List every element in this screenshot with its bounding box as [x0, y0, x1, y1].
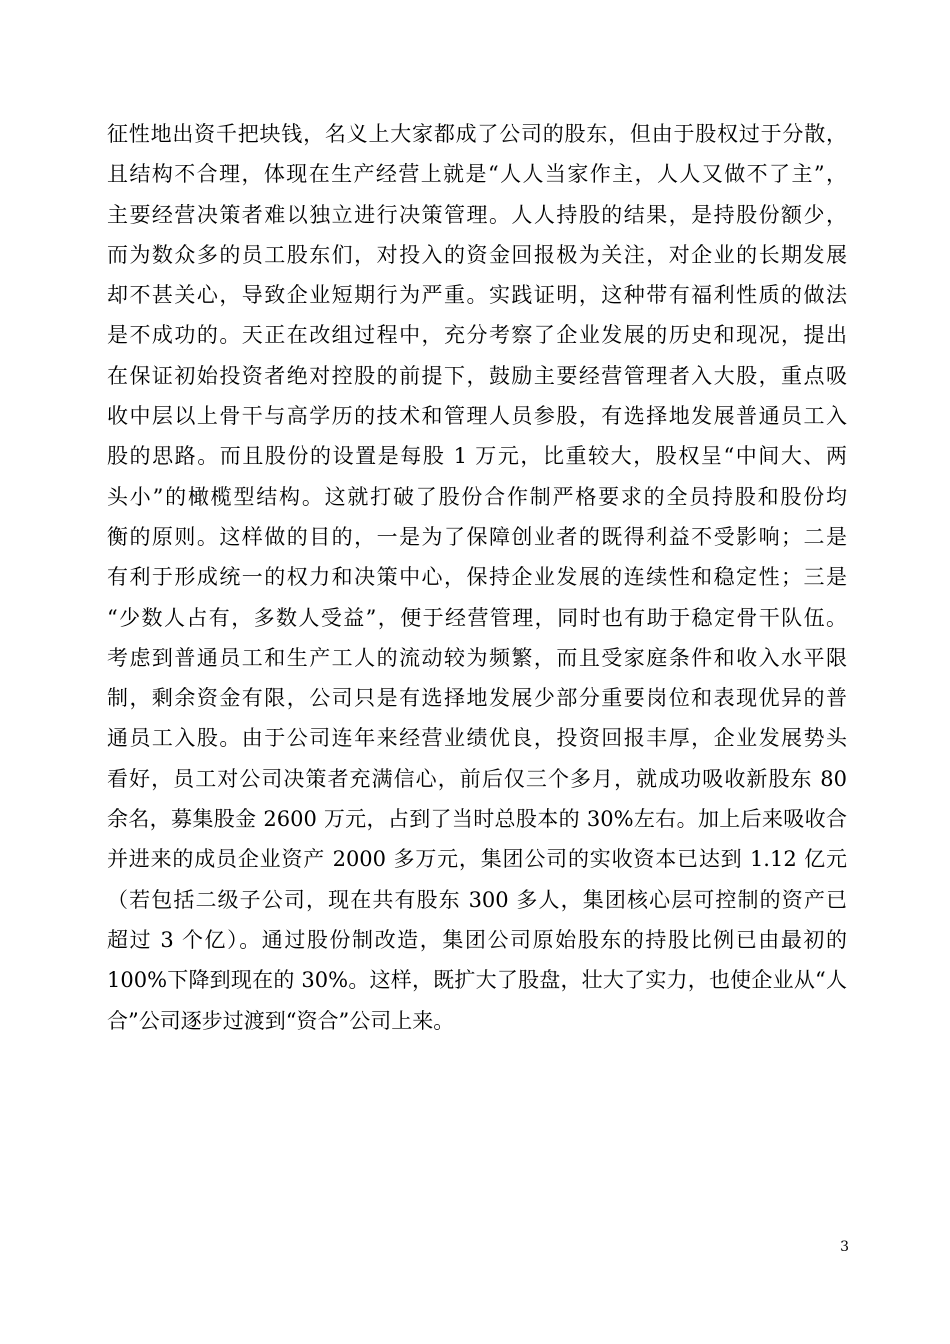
- text-line-last: 合”公司逐步过渡到“资合”公司上来。: [107, 1008, 455, 1033]
- text-line: 征性地出资千把块钱，名义上大家都成了公司的股东，但由于股权过于分散，: [107, 122, 847, 146]
- text-line: 且结构不合理，体现在生产经营上就是“人人当家作主，人人又做不了主”，: [107, 162, 847, 187]
- text-line: 衡的原则。这样做的目的，一是为了保障创业者的既得利益不受影响；二是: [107, 524, 847, 549]
- page-number: 3: [840, 1239, 849, 1255]
- text-line: （若包括二级子公司，现在共有股东 300 多人，集团核心层可控制的资产已: [107, 887, 847, 912]
- text-line: 是不成功的。天正在改组过程中，充分考察了企业发展的历史和现况，提出: [107, 323, 847, 348]
- text-line: 有利于形成统一的权力和决策中心，保持企业发展的连续性和稳定性；三是: [107, 565, 847, 590]
- text-line: 股的思路。而且股份的设置是每股 1 万元，比重较大，股权呈“中间大、两: [107, 444, 847, 469]
- text-line: “少数人占有，多数人受益”，便于经营管理，同时也有助于稳定骨干队伍。: [107, 605, 847, 630]
- text-line: 而为数众多的员工股东们，对投入的资金回报极为关注，对企业的长期发展: [107, 242, 847, 267]
- text-line: 收中层以上骨干与高学历的技术和管理人员参股，有选择地发展普通员工入: [107, 404, 847, 429]
- text-line: 并进来的成员企业资产 2000 多万元，集团公司的实收资本已达到 1.12 亿元: [107, 847, 847, 872]
- text-line: 看好，员工对公司决策者充满信心，前后仅三个多月，就成功吸收新股东 80: [107, 766, 847, 791]
- text-line: 通员工入股。由于公司连年来经营业绩优良，投资回报丰厚，企业发展势头: [107, 726, 847, 751]
- text-line: 却不甚关心，导致企业短期行为严重。实践证明，这种带有福利性质的做法: [107, 283, 847, 308]
- text-line: 考虑到普通员工和生产工人的流动较为频繁，而且受家庭条件和收入水平限: [107, 645, 847, 670]
- text-line: 主要经营决策者难以独立进行决策管理。人人持股的结果，是持股份额少，: [107, 202, 847, 227]
- text-line: 余名，募集股金 2600 万元，占到了当时总股本的 30%左右。加上后来吸收合: [107, 807, 847, 832]
- body-paragraph: [107, 114, 847, 1041]
- text-line: 超过 3 个亿）。通过股份制改造，集团公司原始股东的持股比例已由最初的: [107, 927, 847, 952]
- text-line: 100%下降到现在的 30%。这样，既扩大了股盘，壮大了实力，也使企业从“人: [107, 968, 847, 993]
- text-line: 制，剩余资金有限，公司只是有选择地发展少部分重要岗位和表现优异的普: [107, 686, 847, 711]
- text-line: 在保证初始投资者绝对控股的前提下，鼓励主要经营管理者入大股，重点吸: [107, 363, 847, 388]
- text-line: 头小”的橄榄型结构。这就打破了股份合作制严格要求的全员持股和股份均: [107, 484, 847, 509]
